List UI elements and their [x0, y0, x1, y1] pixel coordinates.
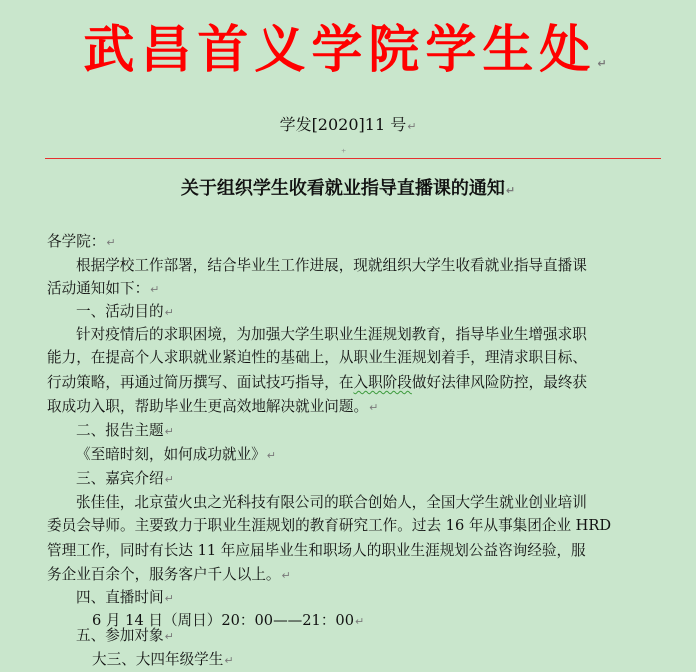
paragraph-mark: ↵: [224, 654, 234, 667]
paragraph-mark: ↵: [164, 630, 174, 643]
paragraph-mark: ↵: [106, 236, 116, 249]
intro-line-1: 根据学校工作部署，结合毕业生工作进展，现就组织大学生收看就业指导直播课: [76, 257, 587, 274]
section-heading-guest: 三、嘉宾介绍↵: [76, 470, 174, 487]
purpose-line-2: 能力，在提高个人求职就业紧迫性的基础上，从职业生涯规划着手，理清求职目标、: [47, 349, 587, 366]
paragraph-mark: ↵: [164, 473, 174, 486]
paragraph-mark: ↵: [164, 425, 174, 438]
audience-value: 大三、大四年级学生↵: [92, 651, 234, 668]
topic-value: 《至暗时刻，如何成功就业》↵: [76, 446, 276, 463]
paragraph-mark: ↵: [150, 283, 160, 296]
paragraph-mark: ↵: [369, 401, 379, 414]
purpose-line-4: 取成功入职，帮助毕业生更高效地解决就业问题。↵: [47, 398, 379, 415]
guest-line-4: 务企业百余个，服务客户千人以上。↵: [47, 566, 291, 583]
paragraph-mark: ↵: [355, 615, 365, 628]
section-heading-audience: 五、参加对象↵: [76, 627, 174, 644]
section-heading-purpose: 一、活动目的↵: [76, 303, 174, 320]
spellcheck-underline: 入职阶段: [353, 374, 412, 391]
intro-line-2: 活动通知如下：↵: [47, 280, 160, 297]
section-heading-topic: 二、报告主题↵: [76, 422, 174, 439]
guest-line-2: 委员会导师。主要致力于职业生涯规划的教育研究工作。过去 16 年从事集团企业 HRD: [47, 517, 612, 534]
paragraph-mark: ↵: [597, 57, 613, 70]
guest-line-3: 管理工作，同时有长达 11 年应届毕业生和职场人的职业生涯规划公益咨询经验，服: [47, 542, 586, 559]
paragraph-mark: ↵: [505, 184, 516, 197]
purpose-line-1: 针对疫情后的求职困境，为加强大学生职业生涯规划教育，指导毕业生增强求职: [76, 326, 587, 343]
purpose-line-3: 行动策略，再通过简历撰写、面试技巧指导，在入职阶段做好法律风险防控，最终获: [47, 374, 588, 391]
time-value: 6 月 14 日（周日）20：00——21：00↵: [92, 612, 365, 629]
paragraph-mark: ↵: [407, 120, 417, 133]
paragraph-mark: ↵: [281, 569, 291, 582]
anchor-mark: ⁺: [341, 148, 347, 159]
red-divider-line: [45, 158, 661, 159]
salutation: 各学院：↵: [47, 233, 116, 250]
document-number: 学发[2020]11 号↵: [279, 115, 417, 134]
paragraph-mark: ↵: [266, 449, 276, 462]
guest-line-1: 张佳佳，北京萤火虫之光科技有限公司的联合创始人，全国大学生就业创业培训: [76, 494, 587, 511]
section-heading-time: 四、直播时间↵: [76, 589, 174, 606]
paragraph-mark: ↵: [164, 306, 174, 319]
paragraph-mark: ↵: [164, 592, 174, 605]
office-title: 武昌首义学院学生处↵: [83, 20, 613, 80]
notice-title: 关于组织学生收看就业指导直播课的通知↵: [180, 178, 516, 199]
